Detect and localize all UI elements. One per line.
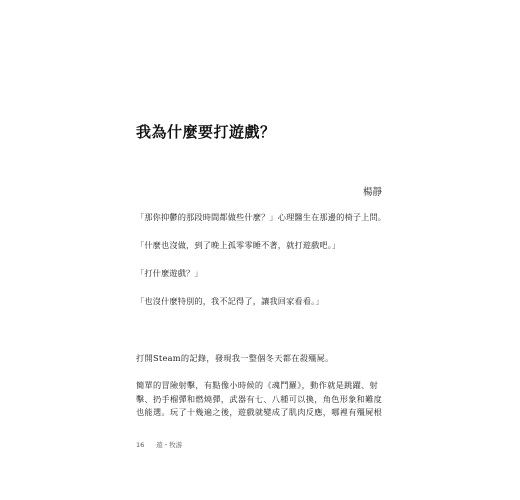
paragraph-line: 也能選。玩了十幾遍之後，遊戲就變成了肌肉反應，哪裡有殭屍根 (136, 407, 383, 417)
paragraph-line: 擊、扔手榴彈和燃燒彈，武器有七、八種可以換，角色形象和難度 (136, 393, 383, 404)
paragraph (136, 352, 386, 366)
page-number: 16 (136, 441, 145, 449)
running-title: 遊・牧游 (156, 441, 183, 449)
dialogue-line: 「什麼也沒做，到了晚上孤零零睡不著，就打遊戲吧。」 (136, 240, 341, 250)
paragraph-line: 簡單的冒險射擊，有點像小時候的《魂鬥羅》，動作就是跳躍、射 (136, 380, 379, 390)
article-title: 我為什麼要打遊戲？ (136, 123, 276, 141)
author-name: 楊靜 (362, 187, 382, 198)
dialogue-line: 「打什麼遊戲？」 (136, 268, 203, 278)
paragraph-line: 打開Steam的記錄，發現我一整個冬天都在殺殭屍。 (136, 353, 334, 363)
page-footer (136, 440, 182, 449)
paragraph (136, 379, 386, 420)
dialogue-line: 「也沒什麼特別的，我不記得了，讓我回家看看。」 (136, 296, 324, 306)
dialogue-line: 「那你抑鬱的那段時間都做些什麼？」心理醫生在那邊的椅子上問。 (136, 212, 387, 222)
